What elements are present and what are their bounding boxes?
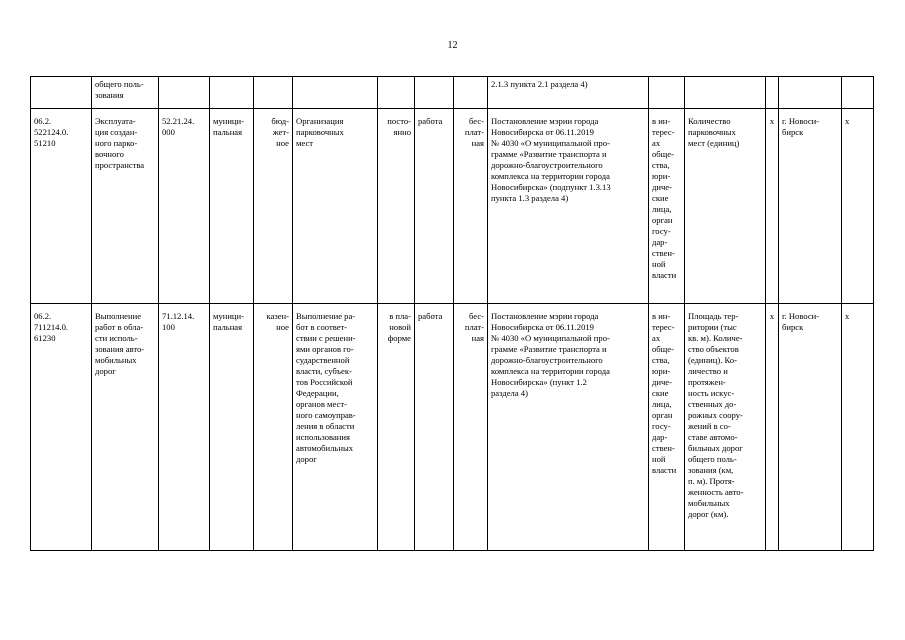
text-line: зования авто- [95,344,145,354]
table-row [31,109,874,304]
text-line: ах [652,138,661,148]
text-line: ное [276,138,289,148]
text-line: орган [652,410,673,420]
text-line: ственных до- [688,399,737,409]
text-line: ного самоуправ- [296,410,356,420]
text-line: ления в области [296,421,355,431]
text-line: использования [296,432,350,442]
cell-name [92,109,159,304]
text-line: ной [652,259,666,269]
text-line: власти [652,465,677,475]
cell-indicator [685,109,766,304]
cell-empty [779,77,842,109]
text-line: жений в со- [688,421,731,431]
text-line: 06.2. [34,311,52,321]
text-line: плат- [464,127,484,137]
text-line: парковочных [688,127,736,137]
text-line: 522124.0. [34,127,69,137]
text-line: личество и [688,366,728,376]
text-line: зования [95,90,124,100]
text-line: 000 [162,127,175,137]
text-line: ной [652,454,666,464]
text-line: грамме «Развитие транспорта и [491,344,607,354]
continuation-row [31,77,874,109]
text-line: 52.21.24. [162,116,195,126]
text-line: Количество [688,116,731,126]
text-line: ность искус- [688,388,735,398]
text-line: в ин- [652,311,671,321]
cell-content [293,304,378,551]
text-line: дорог [95,366,116,376]
cell-okved [159,109,210,304]
text-line: рожных соору- [688,410,743,420]
text-line: госу- [652,226,671,236]
text-line: дорожно-благоустроительного [491,355,603,365]
text-line: протяжен- [688,377,726,387]
cell-legal-basis [488,304,649,551]
text-line: дорог (км). [688,509,729,519]
text-line: ства, [652,160,670,170]
text-line: 711214.0. [34,322,69,332]
text-line: сти исполь- [95,333,138,343]
text-line: ного парко- [95,138,138,148]
text-line: органов мест- [296,399,347,409]
text-line: ями органов го- [296,344,354,354]
text-line: ное [276,322,289,332]
page-number: 12 [447,40,458,51]
text-line: работа [418,311,443,321]
text-line: Постановление мэрии города [491,311,599,321]
cell-indicator [685,304,766,551]
text-line: парковочных [296,127,344,137]
cell-location [779,304,842,551]
text-line: 06.2. [34,116,52,126]
cell-location [779,109,842,304]
text-line: юри- [652,171,671,181]
text-line: № 4030 «О муниципальной про- [491,333,610,343]
text-line: зования (км, [688,465,734,475]
text-line: Федерации, [296,388,339,398]
text-line: пункта 1.3 раздела 4) [491,193,569,203]
cell-x: х [842,304,874,551]
cell-empty [454,77,488,109]
cell-owner [210,109,254,304]
text-line: 61230 [34,333,56,343]
text-line: Постановление мэрии города [491,116,599,126]
text-line: диче- [652,182,672,192]
text-line: тов Российской [296,377,353,387]
text-line: обще- [652,344,674,354]
text-line: раздела 4) [491,388,528,398]
cell-code [31,77,92,109]
cell-legal-basis [488,77,649,109]
text-line: бюд- [271,116,289,126]
text-line: общего поль- [688,454,737,464]
text-line: новой [389,322,411,332]
text-line: бес- [469,311,484,321]
text-line: 71.12.14. [162,311,195,321]
text-line: казен- [266,311,289,321]
cell-empty [254,77,293,109]
text-line: г. Новоси- [782,311,820,321]
cell-empty [685,77,766,109]
text-line: пространства [95,160,145,170]
cell-empty [415,77,454,109]
text-line: бот в соответ- [296,322,348,332]
text-line: грамме «Развитие транспорта и [491,149,607,159]
text-line: Выполнение ра- [296,311,356,321]
text-line: ная [471,138,484,148]
text-line: юри- [652,366,671,376]
text-line: ритории (тыс [688,322,737,332]
text-line: ские [652,193,669,203]
text-line: женность авто- [688,487,744,497]
text-line: кв. м). Количе- [688,333,743,343]
text-line: янно [393,127,411,137]
cell-consumers [649,109,685,304]
text-line: (единиц). Ко- [688,355,737,365]
services-registry-table [30,76,874,551]
text-line: дар- [652,432,668,442]
text-line: муници- [213,116,244,126]
text-line: в ин- [652,116,671,126]
text-line: власти [652,270,677,280]
cell-x: х [842,109,874,304]
text-line: мест (единиц) [688,138,740,148]
text-line: Новосибирска» (пункт 1.2 [491,377,587,387]
cell-owner [210,304,254,551]
text-line: автомобильных [296,443,354,453]
text-line: бирск [782,127,804,137]
text-line: орган [652,215,673,225]
text-line: вочного [95,149,124,159]
text-line: дорог [296,454,317,464]
text-line: ставе автомо- [688,432,738,442]
text-line: Новосибирска» (подпункт 1.3.13 [491,182,611,192]
text-line: 51210 [34,138,56,148]
text-line: Новосибирска от 06.11.2019 [491,322,594,332]
cell-name [92,77,159,109]
text-line: ство объектов [688,344,739,354]
text-line: ция создан- [95,127,138,137]
text-line: плат- [464,322,484,332]
text-line: Организация [296,116,344,126]
text-line: пальная [213,127,243,137]
cell-payment [454,304,488,551]
cell-content [293,109,378,304]
cell-okved [159,304,210,551]
text-line: Эксплуата- [95,116,136,126]
text-line: ствии с решени- [296,333,356,343]
text-line: терес- [652,127,675,137]
text-line: госу- [652,421,671,431]
cell-institution [254,109,293,304]
cell-code [31,109,92,304]
text-line: комплекса на территории города [491,366,610,376]
text-line: ах [652,333,661,343]
text-line: ствен- [652,443,675,453]
text-line: ная [471,333,484,343]
text-line: общего поль- [95,79,144,89]
cell-x: х [766,304,779,551]
cell-empty [210,77,254,109]
text-line: п. м). Протя- [688,476,735,486]
text-line: работ в обла- [95,322,144,332]
text-line: ские [652,388,669,398]
text-line: ствен- [652,248,675,258]
text-line: бирск [782,322,804,332]
text-line: 100 [162,322,175,332]
cell-type [415,304,454,551]
text-line: муници- [213,311,244,321]
text-line: посто- [387,116,411,126]
cell-institution [254,304,293,551]
text-line: бес- [469,116,484,126]
cell-payment [454,109,488,304]
table-row [31,304,874,551]
text-line: сударственной [296,355,350,365]
text-line: ства, [652,355,670,365]
cell-condition [378,109,415,304]
text-line: мест [296,138,314,148]
text-line: 2.1.3 пункта 2.1 раздела 4) [491,79,588,89]
cell-consumers [649,304,685,551]
text-line: форме [387,333,411,343]
cell-x: х [766,109,779,304]
cell-empty [649,77,685,109]
cell-legal-basis [488,109,649,304]
text-line: мобильных [688,498,730,508]
text-line: г. Новоси- [782,116,820,126]
text-line: терес- [652,322,675,332]
cell-empty [766,77,779,109]
text-line: Площадь тер- [688,311,739,321]
text-line: № 4030 «О муниципальной про- [491,138,610,148]
text-line: лица, [652,204,672,214]
text-line: Выполнение [95,311,142,321]
cell-empty [159,77,210,109]
text-line: бильных дорог [688,443,743,453]
cell-empty [842,77,874,109]
cell-code [31,304,92,551]
text-line: комплекса на территории города [491,171,610,181]
text-line: в пла- [389,311,411,321]
cell-condition [378,304,415,551]
text-line: дар- [652,237,668,247]
text-line: диче- [652,377,672,387]
text-line: власти, субъек- [296,366,352,376]
text-line: жет- [272,127,289,137]
text-line: дорожно-благоустроительного [491,160,603,170]
text-line: лица, [652,399,672,409]
cell-empty [293,77,378,109]
text-line: пальная [213,322,243,332]
text-line: Новосибирска от 06.11.2019 [491,127,594,137]
text-line: мобильных [95,355,137,365]
cell-type [415,109,454,304]
cell-empty [378,77,415,109]
cell-name [92,304,159,551]
text-line: работа [418,116,443,126]
text-line: обще- [652,149,674,159]
